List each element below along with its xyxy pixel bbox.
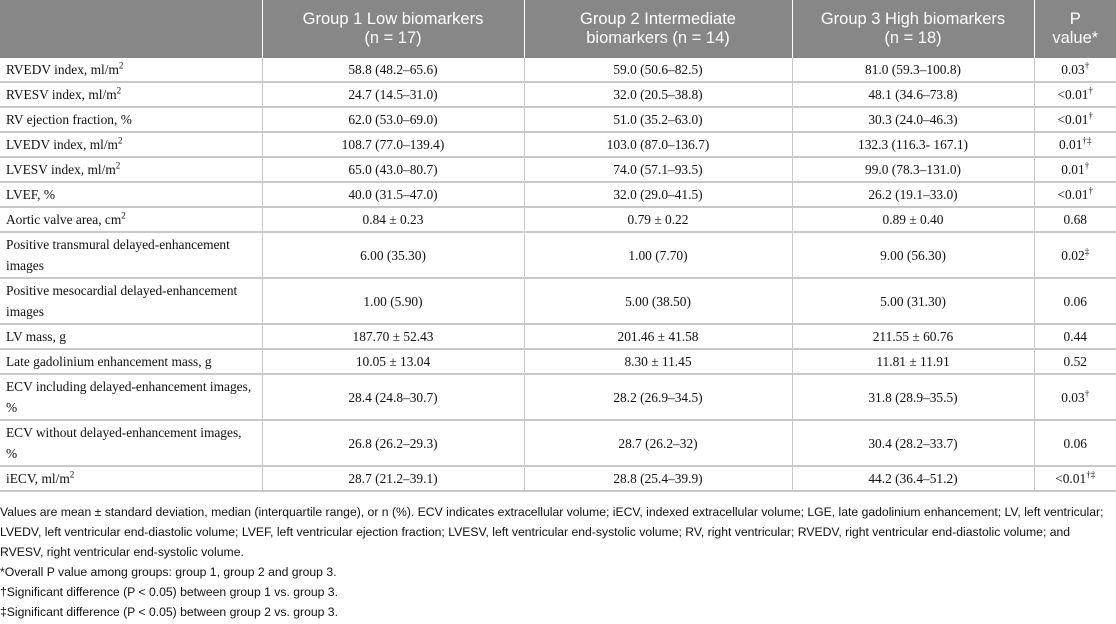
group-1-value: 6.00 (35.30) (262, 232, 524, 278)
row-label (0, 82, 262, 107)
p-value-text: 0.06 (1063, 435, 1087, 451)
row-label-text: Positive mesocardial delayed-enhancement images (6, 283, 238, 319)
group-3-value: 30.3 (24.0–46.3) (792, 107, 1034, 132)
p-value-text: 0.68 (1063, 212, 1087, 227)
group-2-value: 74.0 (57.1–93.5) (524, 157, 792, 182)
p-value-text: 0.52 (1063, 354, 1087, 369)
p-value-superscript: †‡ (1082, 135, 1092, 146)
group-1-value: 40.0 (31.5–47.0) (262, 182, 524, 207)
group-2-value: 103.0 (87.0–136.7) (524, 132, 792, 157)
p-value-text: <0.01 (1057, 87, 1089, 102)
row-label-text: iECV, ml/m (6, 471, 70, 486)
group-2-value: 5.00 (38.50) (524, 278, 792, 324)
table-row (0, 58, 1116, 82)
row-label-superscript: 2 (116, 85, 122, 96)
group-2-value: 28.7 (26.2–32) (524, 420, 792, 466)
group-2-value: 59.0 (50.6–82.5) (524, 58, 792, 82)
row-label-superscript: 2 (115, 160, 121, 171)
group-3-value: 99.0 (78.3–131.0) (792, 157, 1034, 182)
group-3-value: 132.3 (116.3- 167.1) (792, 132, 1034, 157)
group-3-value: 48.1 (34.6–73.8) (792, 82, 1034, 107)
p-value (1034, 82, 1116, 107)
header-group-3-line1: Group 3 High biomarkers (820, 10, 1006, 28)
footnote-abbreviations: Values are mean ± standard deviation, median (interquartile range), or n (%). ECV indicates extracellular volume; iECV, indexed extracellular volume; LGE, late gadolinium enhancement; LV, left ventricular; LVEDV, left ventricular end-diastolic volume; LVEF, left ventricular ejection fraction; LVESV, left ventricular end-systolic volume; RV, right ventricular; RVEDV, right ventricular end-diastolic volume; and RVESV, right ventricular end-systolic volume. (0, 505, 1104, 559)
row-label-text: Aortic valve area, cm (6, 212, 122, 227)
row-label (0, 157, 262, 182)
row-label-text: Late gadolinium enhancement mass, g (6, 354, 212, 369)
p-value (1034, 207, 1116, 232)
row-label-text: Positive transmural delayed-enhancement images (6, 237, 230, 273)
p-value-text: 0.03 (1061, 62, 1085, 77)
table-row (0, 374, 1116, 420)
p-value (1034, 374, 1116, 420)
group-2-value: 201.46 ± 41.58 (524, 324, 792, 349)
header-group-2-line1: Group 2 Intermediate (580, 10, 736, 28)
row-label (0, 466, 262, 491)
header-group-1-line1: Group 1 Low biomarkers (302, 10, 484, 28)
p-value-superscript: † (1084, 60, 1090, 71)
group-1-value: 26.8 (26.2–29.3) (262, 420, 524, 466)
p-value-superscript: ‡ (1084, 246, 1090, 257)
row-label-superscript: 2 (121, 210, 126, 221)
p-value-text: 0.03 (1061, 389, 1085, 405)
group-1-value: 187.70 ± 52.43 (262, 324, 524, 349)
table-footnotes (0, 502, 1112, 622)
p-value (1034, 466, 1116, 491)
header-group-1 (262, 0, 524, 58)
p-value (1034, 182, 1116, 207)
row-label (0, 107, 262, 132)
p-value-superscript: † (1088, 85, 1094, 96)
p-value-text: 0.01 (1061, 162, 1085, 177)
group-3-value: 81.0 (59.3–100.8) (792, 58, 1034, 82)
p-value (1034, 232, 1116, 278)
p-value (1034, 132, 1116, 157)
p-value-text: 0.06 (1063, 293, 1087, 309)
row-label (0, 232, 262, 278)
footnote-double-dagger: ‡Significant difference (P < 0.05) between group 2 vs. group 3. (0, 605, 338, 619)
header-variable (0, 0, 262, 58)
table-row (0, 82, 1116, 107)
table-row (0, 182, 1116, 207)
row-label (0, 182, 262, 207)
row-label (0, 349, 262, 374)
p-value (1034, 420, 1116, 466)
table-row (0, 157, 1116, 182)
table-row (0, 324, 1116, 349)
table-row (0, 107, 1116, 132)
row-label-text: RV ejection fraction, % (6, 112, 132, 127)
p-value (1034, 107, 1116, 132)
table-body (0, 58, 1116, 491)
p-value-text: 0.44 (1063, 329, 1087, 344)
p-value (1034, 349, 1116, 374)
group-3-value: 26.2 (19.1–33.0) (792, 182, 1034, 207)
group-2-value: 32.0 (20.5–38.8) (524, 82, 792, 107)
footnote-dagger: †Significant difference (P < 0.05) between group 1 vs. group 3. (0, 585, 338, 599)
group-2-value: 8.30 ± 11.45 (524, 349, 792, 374)
group-1-value: 65.0 (43.0–80.7) (262, 157, 524, 182)
group-1-value: 108.7 (77.0–139.4) (262, 132, 524, 157)
group-3-value: 44.2 (36.4–51.2) (792, 466, 1034, 491)
group-3-value: 9.00 (56.30) (792, 232, 1034, 278)
header-p-value (1034, 0, 1116, 58)
row-label-superscript: 2 (118, 60, 124, 71)
row-label (0, 374, 262, 420)
group-1-value: 58.8 (48.2–65.6) (262, 58, 524, 82)
header-row (0, 0, 1116, 58)
row-label-text: LVESV index, ml/m (6, 162, 116, 177)
table-row (0, 349, 1116, 374)
group-2-value: 28.8 (25.4–39.9) (524, 466, 792, 491)
group-1-value: 1.00 (5.90) (262, 278, 524, 324)
table-row (0, 278, 1116, 324)
group-3-value: 211.55 ± 60.76 (792, 324, 1034, 349)
group-1-value: 28.7 (21.2–39.1) (262, 466, 524, 491)
row-label-text: ECV without delayed-enhancement images, % (6, 425, 242, 461)
p-value-text: <0.01 (1055, 471, 1087, 486)
group-2-value: 0.79 ± 0.22 (524, 207, 792, 232)
row-label-text: LV mass, g (6, 329, 66, 344)
p-value-text: <0.01 (1057, 112, 1089, 127)
p-value-text: 0.01 (1058, 137, 1083, 152)
row-label (0, 278, 262, 324)
group-2-value: 51.0 (35.2–63.0) (524, 107, 792, 132)
p-value-superscript: † (1084, 388, 1090, 399)
row-label (0, 207, 262, 232)
header-group-3-line2: (n = 18) (884, 29, 942, 47)
table-row (0, 132, 1116, 157)
row-label-superscript: 2 (69, 469, 75, 480)
group-3-value: 31.8 (28.9–35.5) (792, 374, 1034, 420)
table-row (0, 232, 1116, 278)
p-value (1034, 157, 1116, 182)
row-label-text: LVEDV index, ml/m (6, 137, 118, 152)
header-p-value-line1: P (1069, 10, 1081, 28)
p-value-text: <0.01 (1057, 187, 1089, 202)
p-value-superscript: †‡ (1086, 469, 1096, 480)
group-1-value: 28.4 (24.8–30.7) (262, 374, 524, 420)
row-label-superscript: 2 (117, 135, 123, 146)
p-value-text: 0.02 (1061, 247, 1085, 263)
p-value (1034, 58, 1116, 82)
row-label-text: LVEF, % (6, 187, 56, 202)
header-p-value-line2: value* (1052, 29, 1099, 47)
p-value-superscript: † (1088, 185, 1094, 196)
header-group-2 (524, 0, 792, 58)
p-value (1034, 324, 1116, 349)
group-2-value: 28.2 (26.9–34.5) (524, 374, 792, 420)
group-1-value: 0.84 ± 0.23 (262, 207, 524, 232)
group-1-value: 10.05 ± 13.04 (262, 349, 524, 374)
row-label (0, 58, 262, 82)
header-group-2-line2: biomarkers (n = 14) (586, 29, 730, 47)
row-label (0, 420, 262, 466)
group-3-value: 5.00 (31.30) (792, 278, 1034, 324)
table-row (0, 207, 1116, 232)
table-row (0, 420, 1116, 466)
row-label-text: ECV including delayed-enhancement images, % (6, 379, 252, 415)
group-3-value: 30.4 (28.2–33.7) (792, 420, 1034, 466)
group-3-value: 0.89 ± 0.40 (792, 207, 1034, 232)
row-label (0, 324, 262, 349)
footnote-star: *Overall P value among groups: group 1, group 2 and group 3. (0, 565, 337, 579)
table-row (0, 466, 1116, 491)
header-group-3 (792, 0, 1034, 58)
group-1-value: 24.7 (14.5–31.0) (262, 82, 524, 107)
row-label (0, 132, 262, 157)
header-group-1-line2: (n = 17) (364, 29, 422, 47)
p-value-superscript: † (1084, 160, 1090, 171)
group-1-value: 62.0 (53.0–69.0) (262, 107, 524, 132)
row-label-text: RVEDV index, ml/m (6, 62, 119, 77)
table-header (0, 0, 1116, 58)
row-label-text: RVESV index, ml/m (6, 87, 117, 102)
group-2-value: 1.00 (7.70) (524, 232, 792, 278)
p-value (1034, 278, 1116, 324)
p-value-superscript: † (1088, 110, 1094, 121)
group-3-value: 11.81 ± 11.91 (792, 349, 1034, 374)
group-2-value: 32.0 (29.0–41.5) (524, 182, 792, 207)
